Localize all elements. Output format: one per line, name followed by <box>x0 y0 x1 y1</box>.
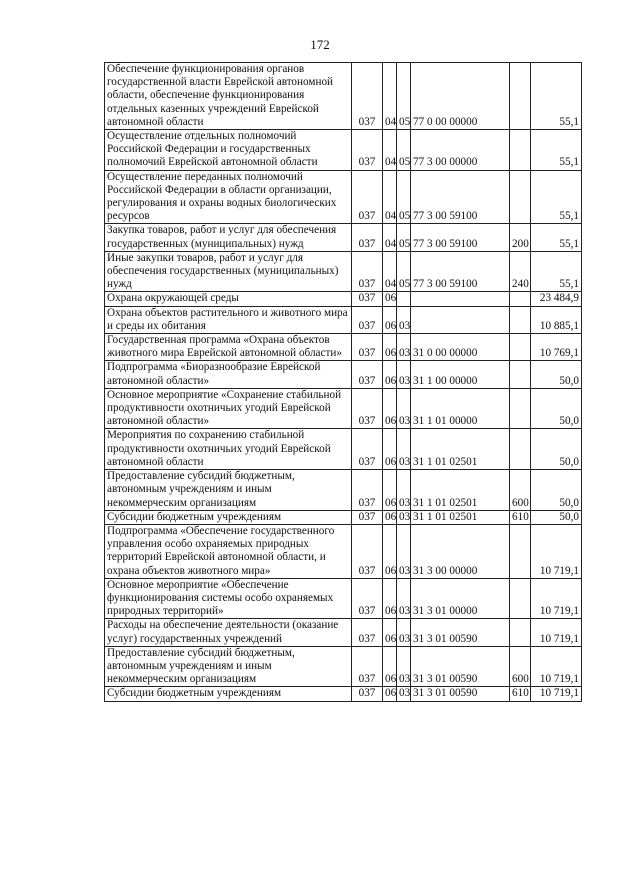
expense-type-code <box>510 306 531 333</box>
subsection-code: 05 <box>397 224 411 251</box>
target-article-code: 77 0 00 00000 <box>411 63 510 130</box>
table-row <box>105 306 582 333</box>
target-article-code <box>411 306 510 333</box>
grbs-code: 037 <box>352 170 383 224</box>
expense-type-code <box>510 334 531 361</box>
row-name: Субсидии бюджетным учреждениям <box>105 510 352 524</box>
section-code: 04 <box>383 130 397 171</box>
section-code: 06 <box>383 306 397 333</box>
expense-type-code <box>510 619 531 646</box>
table-row <box>105 361 582 388</box>
table-row <box>105 687 582 701</box>
row-name: Расходы на обеспечение деятельности (оказание услуг) государственных учреждений <box>105 619 352 646</box>
expense-type-code <box>510 388 531 429</box>
grbs-code: 037 <box>352 687 383 701</box>
table-row <box>105 578 582 619</box>
section-code: 06 <box>383 292 397 306</box>
grbs-code: 037 <box>352 251 383 292</box>
row-name: Охрана объектов растительного и животного мира и среды их обитания <box>105 306 352 333</box>
row-name: Подпрограмма «Обеспечение государственного управления особо охраняемых природных территорий Еврейской автономной области, и охрана объектов животного мира» <box>105 524 352 578</box>
section-code: 04 <box>383 63 397 130</box>
target-article-code: 31 1 01 02501 <box>411 470 510 511</box>
grbs-code: 037 <box>352 510 383 524</box>
amount-value: 50,0 <box>531 361 582 388</box>
subsection-code: 03 <box>397 510 411 524</box>
target-article-code: 31 1 01 02501 <box>411 429 510 470</box>
subsection-code: 05 <box>397 63 411 130</box>
target-article-code: 31 3 01 00590 <box>411 619 510 646</box>
subsection-code: 03 <box>397 524 411 578</box>
grbs-code: 037 <box>352 646 383 687</box>
amount-value: 23 484,9 <box>531 292 582 306</box>
grbs-code: 037 <box>352 224 383 251</box>
table-row <box>105 224 582 251</box>
target-article-code: 31 1 01 02501 <box>411 510 510 524</box>
grbs-code: 037 <box>352 292 383 306</box>
row-name: Основное мероприятие «Сохранение стабильной продуктивности охотничьих угодий Еврейской автономной области» <box>105 388 352 429</box>
table-row <box>105 619 582 646</box>
section-code: 06 <box>383 619 397 646</box>
subsection-code: 03 <box>397 429 411 470</box>
target-article-code: 31 3 00 00000 <box>411 524 510 578</box>
row-name: Осуществление переданных полномочий Российской Федерации в области организации, регулирования и охраны водных биологических ресурсов <box>105 170 352 224</box>
target-article-code: 77 3 00 59100 <box>411 224 510 251</box>
section-code: 04 <box>383 170 397 224</box>
table-row <box>105 63 582 130</box>
amount-value: 50,0 <box>531 429 582 470</box>
subsection-code: 05 <box>397 130 411 171</box>
section-code: 06 <box>383 524 397 578</box>
row-name: Основное мероприятие «Обеспечение функционирования системы особо охраняемых природных территорий» <box>105 578 352 619</box>
expense-type-code: 610 <box>510 687 531 701</box>
row-name: Предоставление субсидий бюджетным, автономным учреждениям и иным некоммерческим организациям <box>105 470 352 511</box>
expense-type-code <box>510 63 531 130</box>
row-name: Субсидии бюджетным учреждениям <box>105 687 352 701</box>
expense-type-code <box>510 292 531 306</box>
amount-value: 10 719,1 <box>531 646 582 687</box>
grbs-code: 037 <box>352 334 383 361</box>
amount-value: 50,0 <box>531 388 582 429</box>
table-row <box>105 646 582 687</box>
page-number: 172 <box>310 37 330 52</box>
expense-type-code: 600 <box>510 646 531 687</box>
subsection-code: 03 <box>397 578 411 619</box>
table-row <box>105 429 582 470</box>
target-article-code: 77 3 00 00000 <box>411 130 510 171</box>
row-name: Обеспечение функционирования органов государственной власти Еврейской автономной области, обеспечение функционирования отдельных казенных учреждений Еврейской автономной области <box>105 63 352 130</box>
grbs-code: 037 <box>352 361 383 388</box>
budget-table-body <box>105 63 582 702</box>
amount-value: 50,0 <box>531 510 582 524</box>
expense-type-code: 240 <box>510 251 531 292</box>
row-name: Осуществление отдельных полномочий Российской Федерации и государственных полномочий Еврейской автономной области <box>105 130 352 171</box>
target-article-code: 77 3 00 59100 <box>411 170 510 224</box>
expense-type-code <box>510 429 531 470</box>
target-article-code <box>411 292 510 306</box>
budget-table <box>104 62 582 702</box>
table-row <box>105 510 582 524</box>
expense-type-code <box>510 524 531 578</box>
grbs-code: 037 <box>352 306 383 333</box>
target-article-code: 31 3 01 00000 <box>411 578 510 619</box>
table-row <box>105 524 582 578</box>
expense-type-code: 610 <box>510 510 531 524</box>
grbs-code: 037 <box>352 63 383 130</box>
section-code: 06 <box>383 578 397 619</box>
section-code: 06 <box>383 470 397 511</box>
grbs-code: 037 <box>352 130 383 171</box>
grbs-code: 037 <box>352 619 383 646</box>
target-article-code: 31 1 00 00000 <box>411 361 510 388</box>
section-code: 06 <box>383 687 397 701</box>
target-article-code: 31 1 01 00000 <box>411 388 510 429</box>
subsection-code: 03 <box>397 361 411 388</box>
amount-value: 50,0 <box>531 470 582 511</box>
amount-value: 55,1 <box>531 251 582 292</box>
subsection-code: 03 <box>397 334 411 361</box>
expense-type-code: 200 <box>510 224 531 251</box>
table-row <box>105 130 582 171</box>
subsection-code: 03 <box>397 388 411 429</box>
subsection-code: 03 <box>397 306 411 333</box>
subsection-code: 05 <box>397 251 411 292</box>
section-code: 06 <box>383 388 397 429</box>
subsection-code: 05 <box>397 170 411 224</box>
row-name: Мероприятия по сохранению стабильной продуктивности охотничьих угодий Еврейской автономной области <box>105 429 352 470</box>
section-code: 06 <box>383 510 397 524</box>
row-name: Предоставление субсидий бюджетным, автономным учреждениям и иным некоммерческим организациям <box>105 646 352 687</box>
subsection-code: 03 <box>397 646 411 687</box>
target-article-code: 31 3 01 00590 <box>411 646 510 687</box>
amount-value: 55,1 <box>531 170 582 224</box>
amount-value: 10 719,1 <box>531 687 582 701</box>
expense-type-code <box>510 130 531 171</box>
table-row <box>105 334 582 361</box>
subsection-code <box>397 292 411 306</box>
grbs-code: 037 <box>352 429 383 470</box>
row-name: Закупка товаров, работ и услуг для обеспечения государственных (муниципальных) нужд <box>105 224 352 251</box>
row-name: Охрана окружающей среды <box>105 292 352 306</box>
grbs-code: 037 <box>352 388 383 429</box>
target-article-code: 31 3 01 00590 <box>411 687 510 701</box>
row-name: Иные закупки товаров, работ и услуг для обеспечения государственных (муниципальных) нужд <box>105 251 352 292</box>
table-row <box>105 170 582 224</box>
subsection-code: 03 <box>397 470 411 511</box>
table-row <box>105 292 582 306</box>
row-name: Государственная программа «Охрана объектов животного мира Еврейской автономной области» <box>105 334 352 361</box>
amount-value: 10 719,1 <box>531 524 582 578</box>
grbs-code: 037 <box>352 470 383 511</box>
amount-value: 10 885,1 <box>531 306 582 333</box>
amount-value: 55,1 <box>531 63 582 130</box>
expense-type-code: 600 <box>510 470 531 511</box>
section-code: 06 <box>383 646 397 687</box>
section-code: 06 <box>383 429 397 470</box>
section-code: 04 <box>383 251 397 292</box>
amount-value: 10 719,1 <box>531 578 582 619</box>
target-article-code: 77 3 00 59100 <box>411 251 510 292</box>
expense-type-code <box>510 578 531 619</box>
amount-value: 10 769,1 <box>531 334 582 361</box>
amount-value: 55,1 <box>531 130 582 171</box>
table-row <box>105 251 582 292</box>
subsection-code: 03 <box>397 687 411 701</box>
expense-type-code <box>510 361 531 388</box>
section-code: 06 <box>383 361 397 388</box>
amount-value: 10 719,1 <box>531 619 582 646</box>
amount-value: 55,1 <box>531 224 582 251</box>
expense-type-code <box>510 170 531 224</box>
subsection-code: 03 <box>397 619 411 646</box>
table-row <box>105 388 582 429</box>
target-article-code: 31 0 00 00000 <box>411 334 510 361</box>
grbs-code: 037 <box>352 524 383 578</box>
grbs-code: 037 <box>352 578 383 619</box>
section-code: 06 <box>383 334 397 361</box>
table-row <box>105 470 582 511</box>
row-name: Подпрограмма «Биоразнообразие Еврейской автономной области» <box>105 361 352 388</box>
section-code: 04 <box>383 224 397 251</box>
